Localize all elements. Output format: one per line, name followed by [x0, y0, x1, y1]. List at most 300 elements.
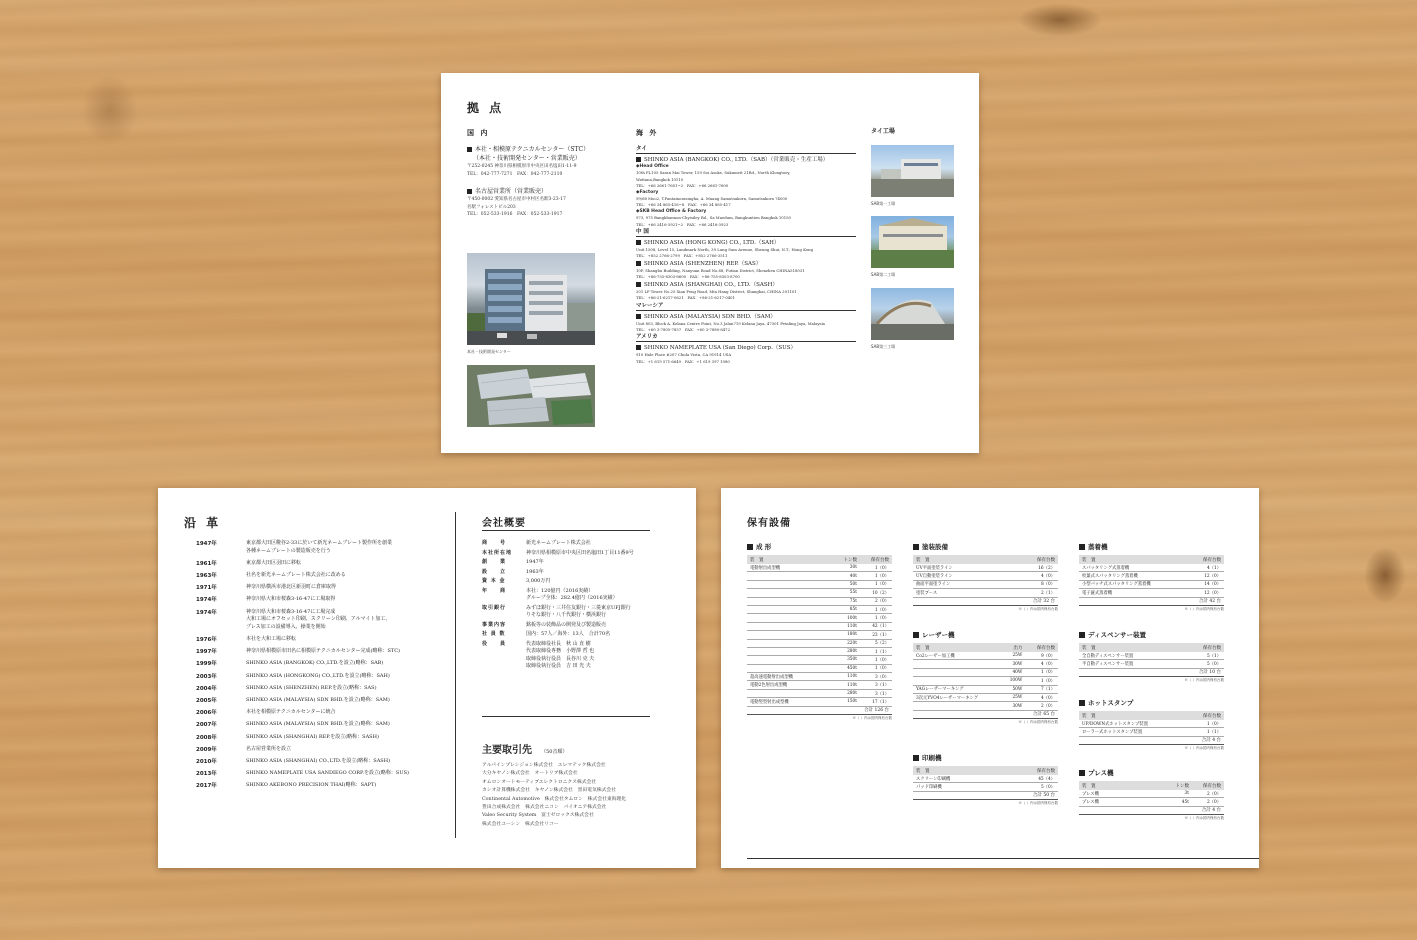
equipment-table-8 — [1079, 768, 1224, 821]
overseas-company-name — [636, 239, 856, 247]
equipment-table-title-label: ホットスタンプ — [1088, 699, 1134, 707]
history-year: 2017年 — [196, 783, 217, 790]
thai-heading: タイ工場 — [871, 128, 895, 135]
equipment-table-cell: 9（0） — [1025, 652, 1058, 660]
client-row: Valeo Security System 富士ゼロックス株式会社 — [482, 813, 594, 819]
equipment-table-header: 保有台数 — [1178, 555, 1224, 564]
equipment-table-cell: 2（0） — [1025, 702, 1058, 710]
bullet-square-icon — [636, 261, 641, 266]
equipment-table-header — [1166, 555, 1178, 564]
equipment-table-5 — [1079, 542, 1224, 612]
domestic-office-label: 本社・相模原テクニカルセンター（STC） — [475, 146, 590, 153]
equipment-table-total: 合計 126 台 — [747, 706, 892, 714]
history-year: 2008年 — [196, 734, 217, 741]
equipment-table-cell — [747, 597, 834, 605]
history-year: 2003年 — [196, 673, 217, 680]
history-row — [196, 685, 451, 693]
equipment-table-cell: UV自動塗装ライン — [913, 572, 1000, 580]
equipment-table-cell: 8（0） — [1012, 580, 1058, 588]
equipment-table-header: 装 置 — [913, 643, 1000, 652]
hq-building-photo — [467, 253, 595, 345]
equipment-table-header — [1166, 643, 1178, 652]
equipment-table-title-label: レーザー機 — [922, 631, 955, 639]
equipment-table-cell: 超高速電動射出成型機 — [747, 673, 834, 681]
equipment-table-row — [913, 783, 1058, 791]
equipment-table-cell — [747, 689, 834, 697]
equipment-table-cell: 110t — [834, 673, 860, 681]
equipment-table-cell: 1（1） — [1178, 728, 1224, 736]
sab-factory-1-caption: SAB第一工場 — [871, 201, 896, 206]
history-year: 1947年 — [196, 541, 217, 547]
overseas-company-line: 910 Hale Place #207 Chula Vista, CA 91914 USA — [636, 352, 732, 358]
equipment-table-header: 装 置 — [1079, 711, 1166, 720]
equipment-table-cell: 枚葉式スパッタリング蒸着機 — [1079, 572, 1166, 580]
history-year: 1997年 — [196, 649, 217, 656]
equipment-table-cell: 280t — [834, 689, 860, 697]
equipment-table-4 — [913, 753, 1058, 806]
history-year: 2010年 — [196, 758, 217, 765]
equipment-table-header: 保有台数 — [1178, 711, 1224, 720]
history-year: 1974年 — [196, 597, 217, 604]
equipment-table-cell — [747, 622, 834, 630]
equipment-table-title-label: 蒸着機 — [1088, 543, 1108, 551]
equipment-table-total-row — [747, 706, 892, 714]
equipment-table-title-label: 印刷機 — [922, 754, 942, 762]
equipment-table-6 — [1079, 630, 1224, 683]
equipment-table-note: ※（ ）内は国内保有台数 — [1184, 678, 1224, 683]
equipment-table-row — [747, 664, 892, 672]
equipment-table-cell: 4（0） — [1025, 660, 1058, 668]
company-value: 国内：57人／海外：13人 合計70名 — [526, 631, 611, 637]
equipment-table-cell — [747, 631, 834, 639]
equipment-table-header: 出力 — [1000, 643, 1025, 652]
equipment-table-cell: 電子銃式蒸着機 — [1079, 589, 1166, 597]
clients-title: 主要取引先 — [482, 745, 532, 756]
history-year: 1963年 — [196, 572, 217, 579]
equipment-table-cell — [747, 614, 834, 622]
history-desc: SHINKO ASIA (SHANGHAI) CO.,LTD.を設立(略称：SASH) — [246, 757, 391, 764]
equipment-table-row — [747, 673, 892, 681]
equipment-table-cell — [1166, 572, 1178, 580]
equipment-table-cell: Co2レーザー加工機 — [913, 652, 1000, 660]
sab-factory-3-photo — [871, 288, 954, 340]
equipment-table-cell: 5（0） — [1178, 660, 1224, 668]
overseas-company-line: TEL：+86-755-8303-8600 FAX：+86-755-8303-8700 — [636, 274, 740, 280]
overseas-company-line: 10F, Shangbu Building, Nanyuan Road No.68, Futian District, Shenzhen CHINA518031 — [636, 267, 805, 273]
client-row: 株式会社ユーシン 株式会社リコー — [482, 821, 559, 827]
history-company-page — [158, 488, 696, 868]
company-value: 1947年 — [526, 559, 544, 565]
clients-heading — [482, 738, 567, 757]
history-desc: 神奈川県横浜市港北区新羽町に倉庫取得 — [246, 584, 337, 591]
region-label: 中 国 — [636, 228, 856, 237]
equipment-table-cell — [747, 664, 834, 672]
history-row — [196, 709, 451, 717]
history-desc: SHINKO ASIA (SHENZHEN) REP.を設立(略称：SAS) — [246, 684, 377, 691]
equipment-table-cell: 100W — [1000, 677, 1025, 685]
equipment-table-cell: 1（0） — [860, 580, 892, 588]
history-year: 2007年 — [196, 722, 217, 729]
equipment-table-cell: 30W — [1000, 660, 1025, 668]
bullet-square-icon — [1079, 770, 1085, 776]
bases-page — [441, 73, 979, 453]
company-value: 代表取締役社長 秋 山 直 樹 代表取締役専務 小野澤 哲 也 取締役執行役員 長谷川 克 夫 取締役執行役員 吉 田 光 夫 — [526, 640, 595, 669]
domestic-heading: 国 内 — [467, 129, 490, 137]
equipment-table-cell: パッド印刷機 — [913, 783, 1000, 791]
overseas-company-line: Wattana,Bangkok 10110 — [636, 176, 684, 182]
overseas-company-line: Unit 803, Block A, Kelana Centre Point, No.3 Jalan719 Kelana Jaya, 47301 Petaling Jaya, Malaysia — [636, 320, 825, 326]
equipment-table-cell: 4（0） — [1025, 693, 1058, 701]
equipment-table-cell: 25W — [1000, 693, 1025, 701]
equipment-table-cell — [1166, 564, 1178, 572]
equipment-table-cell — [913, 702, 1000, 710]
bullet-square-icon — [1079, 544, 1085, 550]
company-title: 会社概要 — [482, 518, 526, 529]
overseas-company-name — [636, 281, 856, 289]
page-divider — [455, 512, 456, 838]
equipment-table-cell: 2（0） — [1192, 790, 1224, 798]
equipment-table-total: 合計 4 台 — [1079, 806, 1224, 814]
equipment-table-total: 合計 4 台 — [1079, 736, 1224, 744]
equipment-table-title-label: ディスペンサー装置 — [1088, 631, 1146, 639]
equipment-table-cell: 12（0） — [1178, 589, 1224, 597]
equipment-table-row — [747, 580, 892, 588]
equipment-table-cell: 5（1） — [1178, 652, 1224, 660]
company-value: 新光ネームプレート株式会社 — [526, 540, 591, 546]
equipment-table-header: 保有台数 — [1178, 643, 1224, 652]
equipment-table-cell: 塗装ブース — [913, 589, 1000, 597]
overseas-company-label: SHINKO ASIA (MALAYSIA) SDN BHD.（SAM） — [644, 313, 776, 320]
equipment-table-cell: 10（2） — [860, 589, 892, 597]
overseas-company-label: SHINKO ASIA (SHANGHAI) CO., LTD.（SASH） — [644, 281, 778, 288]
clients-list — [482, 762, 682, 829]
history-row — [196, 782, 451, 790]
equipment-table-row — [747, 689, 892, 697]
equipment-table-title — [913, 542, 1058, 551]
equipment-table-total: 合計 42 台 — [1079, 597, 1224, 605]
overseas-company-label: SHINKO NAMEPLATE USA (San Diego) Corp.（SUS） — [644, 345, 796, 352]
equipment-table-title — [913, 630, 1058, 639]
equipment-table-cell: 50W — [1000, 685, 1025, 693]
equipment-table-cell: 75t — [834, 597, 860, 605]
equipment-table-cell: ローラー式ホットスタンプ装置 — [1079, 728, 1166, 736]
domestic-office-name — [467, 187, 617, 196]
equipment-table-header: 装 置 — [1079, 643, 1166, 652]
equipment-table-row — [1079, 580, 1224, 588]
equipment-table-row — [913, 668, 1058, 676]
equipment-table-row — [913, 685, 1058, 693]
overseas-company-name — [636, 344, 856, 352]
equipment-table-cell — [747, 589, 834, 597]
equipment-table-cell: 1（0） — [860, 572, 892, 580]
equipment-table-header: 装 置 — [1079, 781, 1166, 790]
equipment-table-7 — [1079, 698, 1224, 751]
equipment-table-total: 合計 10 台 — [1079, 668, 1224, 676]
bullet-square-icon — [467, 189, 472, 194]
client-row: オムロンオートモーティブエレクトロニクス株式会社 — [482, 779, 597, 785]
equipment-table-row — [1079, 589, 1224, 597]
equipment-table-row — [747, 631, 892, 639]
equipment-table-cell: 42（1） — [860, 622, 892, 630]
overseas-list — [636, 145, 856, 365]
history-desc: 神奈川県大和市桜森3-16-47に工場取得 — [246, 596, 336, 603]
equipment-table-cell: 23（1） — [860, 631, 892, 639]
history-row — [196, 540, 451, 556]
equipment-table-header: 装 置 — [1079, 555, 1166, 564]
equipment-table-total-row — [1079, 668, 1224, 676]
overseas-company-line: Unit 1508, Level 15, Landmark North, 39 Lung Sum Avenue, Sheung Shui, N.T., Hong Kong — [636, 247, 814, 253]
overseas-company-line: ◆Factory — [636, 189, 659, 195]
overseas-company-name — [636, 260, 856, 268]
company-value: みずほ銀行・三井住友銀行・三菱東京UFJ銀行 りそな銀行・八千代銀行・横浜銀行 — [526, 604, 631, 618]
equipment-table-note: ※（ ）内は国内保有台数 — [1018, 606, 1058, 611]
bullet-square-icon — [636, 345, 641, 350]
equipment-table-grid — [747, 555, 892, 715]
history-row — [196, 660, 451, 668]
history-year: 2005年 — [196, 698, 217, 705]
company-value: 神奈川県相模原市中央区田名塩田1丁目11番9号 — [526, 549, 634, 556]
equipment-table-cell — [1166, 720, 1178, 728]
equipment-table-row — [747, 564, 892, 572]
overseas-company-label: SHINKO ASIA (BANGKOK) CO., LTD.（SAB）（営業販売・生産工場） — [644, 157, 829, 163]
equipment-table-cell — [913, 677, 1000, 685]
overseas-company-line: TEL：+66 34 865-416~8 FAX：+66 34 865-417 — [636, 202, 731, 208]
domestic-office-line: 〒252-0245 神奈川県相模原市中央区田名塩田1-11-9 — [467, 164, 577, 169]
equipment-table-cell: 1（0） — [860, 664, 892, 672]
equipment-table-row — [1079, 790, 1224, 798]
equipment-table-cell: スパッタリング式蒸着機 — [1079, 564, 1166, 572]
company-key: 社 員 数 — [482, 631, 506, 637]
equipment-table-row — [913, 702, 1058, 710]
equipment-table-note: ※（ ）内は国内保有台数 — [1184, 816, 1224, 821]
equipment-table-row — [747, 639, 892, 647]
equipment-table-cell: 45（4） — [1012, 775, 1058, 783]
history-desc: 社名を新光ネームプレート株式会社に改める — [246, 571, 346, 578]
equipment-table-cell: 3次元YVO4レーザーマーキング — [913, 693, 1000, 701]
company-row — [482, 631, 662, 639]
equipment-table-cell: 45t — [1166, 798, 1192, 806]
client-row: カシオ計算機株式会社 キヤノン株式会社 黒田電気株式会社 — [482, 788, 617, 794]
equipment-table-title — [1079, 630, 1224, 639]
equipment-table-cell: 220t — [834, 639, 860, 647]
equipment-table-cell: 350t — [834, 656, 860, 664]
equipment-table-cell: 25W — [1000, 652, 1025, 660]
hq-aerial-photo — [467, 365, 595, 427]
equipment-table-header: 保有台数 — [860, 555, 892, 564]
bullet-square-icon — [636, 240, 641, 245]
history-desc: 名古屋営業所を設立 — [246, 745, 292, 752]
equipment-table-row — [913, 677, 1058, 685]
equipment-table-row — [747, 614, 892, 622]
history-row — [196, 758, 451, 766]
bases-title: 拠 点 — [467, 101, 505, 115]
equipment-table-cell: 4（1） — [1178, 564, 1224, 572]
equipment-table-cell — [747, 647, 834, 655]
history-desc: SHINKO ASIA (HONGKONG) CO.,LTD.を設立(略称：SAH) — [246, 672, 390, 679]
overseas-company-line: 99/68 Moo2, T.Pantainorasingha, A. Muang Samutsakorn, Samutsakorn 74000 — [636, 196, 788, 202]
bullet-square-icon — [913, 632, 919, 638]
overseas-company-label: SHINKO ASIA (HONG KONG) CO., LTD.（SAH） — [644, 240, 780, 247]
history-year: 2006年 — [196, 710, 217, 717]
history-desc: 東京都大田区羽田に移転 — [246, 559, 302, 566]
overseas-company-line: TEL：+86-21-6217-0621 FAX：+86-21-6217-0401 — [636, 295, 736, 301]
equipment-table-total-row — [913, 597, 1058, 605]
equipment-table-cell: 30t — [834, 564, 860, 572]
equipment-table-cell — [913, 660, 1000, 668]
client-row: アルパインプレシジョン株式会社 エレマテック株式会社 — [482, 763, 606, 768]
history-year: 1971年 — [196, 585, 217, 592]
history-desc: 本社を相模原テクニカルセンターに統合 — [246, 709, 336, 716]
overseas-heading: 海 外 — [636, 129, 659, 137]
equipment-table-total-row — [1079, 736, 1224, 744]
company-row — [482, 559, 662, 567]
company-row — [482, 622, 662, 630]
equipment-table-header: トン数 — [1166, 781, 1192, 790]
overseas-company-line: 973, 975 Bangkhunnon-Chyisiley Rd., Sa Maedum, Bangkuntien Bangkok 10150 — [636, 215, 791, 221]
equipment-table-row — [1079, 660, 1224, 668]
history-row — [196, 721, 451, 729]
equipment-table-title-label: プレス機 — [1088, 769, 1114, 777]
history-row — [196, 609, 451, 632]
equipment-table-cell: 1（0） — [1178, 720, 1224, 728]
history-desc: SHINKO ASIA (BANGKOK) CO.,LTD.を設立(略称：SAB) — [246, 660, 384, 667]
company-value: 1963年 — [526, 568, 544, 575]
equipment-table-title-label: 塗装設備 — [922, 543, 948, 551]
equipment-table-cell: 40W — [1000, 668, 1025, 676]
equipment-table-row — [747, 656, 892, 664]
equipment-table-cell: 100t — [834, 614, 860, 622]
equipment-table-cell: 2（1） — [1012, 589, 1058, 597]
equipment-table-title — [913, 753, 1058, 762]
equipment-table-cell: 14（0） — [1178, 580, 1224, 588]
equipment-table-cell — [1000, 572, 1012, 580]
domestic-office-label: 名古屋営業所（営業販売） — [475, 188, 548, 195]
equipment-table-cell: 4（0） — [1012, 572, 1058, 580]
company-value: 3,000万円 — [526, 578, 551, 584]
equipment-table-cell: 半自動ディスペンサー装置 — [1079, 660, 1166, 668]
history-row — [196, 697, 451, 705]
bullet-square-icon — [1079, 700, 1085, 706]
sab-factory-2-photo — [871, 216, 954, 268]
bullet-square-icon — [1079, 632, 1085, 638]
company-key: 資 本 金 — [482, 578, 506, 584]
equipment-page — [721, 488, 1259, 868]
equipment-table-header — [1166, 711, 1178, 720]
company-key: 創 業 — [482, 559, 507, 565]
equipment-table-cell — [1166, 728, 1178, 736]
history-row — [196, 596, 451, 604]
equipment-table-cell: 小型バッチ式スパッタリング蒸着機 — [1079, 580, 1166, 588]
history-year: 1961年 — [196, 560, 217, 567]
history-desc: SHINKO AKEBONO PRECISION THAI(略称：SAPT) — [246, 782, 377, 789]
equipment-table-header: 保有台数 — [1012, 555, 1058, 564]
equipment-table-header: トン数 — [834, 555, 860, 564]
company-key: 商 号 — [482, 540, 507, 546]
history-desc: SHINKO ASIA (MALAYSIA) SDN BHD.を設立(略称：SAM) — [246, 721, 390, 728]
equipment-table-cell — [747, 580, 834, 588]
equipment-table-cell — [1000, 783, 1012, 791]
equipment-table-header: 装 置 — [913, 766, 1000, 775]
equipment-table-title-label: 成 形 — [756, 543, 772, 551]
history-desc: 神奈川県相模原市田名に相模原テクニカルセンター完成(略称：STC) — [246, 648, 400, 655]
equipment-table-cell: 16（2） — [1012, 564, 1058, 572]
history-row — [196, 746, 451, 754]
overseas-company-line: ◆SKB Head Office & Factory — [636, 208, 707, 214]
history-row — [196, 636, 451, 644]
history-row — [196, 734, 451, 742]
equipment-table-cell: 40t — [834, 572, 860, 580]
equipment-table-cell — [1000, 564, 1012, 572]
equipment-table-row — [913, 652, 1058, 660]
history-title: 沿 革 — [184, 516, 222, 530]
history-desc: SHINKO ASIA (MALAYSIA) SDN BHD.を設立(略称：SAM) — [246, 697, 390, 704]
equipment-table-total: 合計 65 台 — [913, 710, 1058, 718]
equipment-table-row — [1079, 564, 1224, 572]
equipment-table-cell — [1166, 652, 1178, 660]
domestic-list — [467, 145, 617, 219]
equipment-table-row — [1079, 652, 1224, 660]
company-row — [482, 588, 662, 603]
equipment-table-cell: 曲面平面塗ライン — [913, 580, 1000, 588]
equipment-table-header — [1000, 766, 1012, 775]
history-year: 1976年 — [196, 637, 217, 644]
equipment-table-cell: 3t — [1166, 790, 1192, 798]
equipment-table-cell: 3（0） — [860, 673, 892, 681]
equipment-table-row — [747, 647, 892, 655]
equipment-table-note: ※（ ）内は国内保有台数 — [1184, 746, 1224, 751]
bullet-square-icon — [747, 544, 753, 550]
history-row — [196, 673, 451, 681]
company-value: 本社：120億円（2016実績） グループ全体：282.4億円（2016実績） — [526, 587, 618, 601]
equipment-table-total-row — [1079, 806, 1224, 814]
equipment-table-cell: 1（0） — [860, 614, 892, 622]
equipment-table-cell: 5（0） — [1012, 783, 1058, 791]
equipment-bottom-rule — [747, 858, 1259, 859]
equipment-title: 保有設備 — [747, 518, 791, 529]
company-row — [482, 540, 662, 548]
equipment-table-grid — [1079, 711, 1224, 745]
equipment-table-cell: プレス機 — [1079, 790, 1166, 798]
history-list — [196, 540, 451, 795]
equipment-table-row — [913, 693, 1058, 701]
equipment-table-cell: 55t — [834, 589, 860, 597]
company-row — [482, 578, 662, 586]
equipment-table-cell: 1（0） — [1025, 677, 1058, 685]
equipment-table-cell: 3（1） — [860, 689, 892, 697]
equipment-table-cell: 1（0） — [860, 656, 892, 664]
equipment-table-cell: 85t — [834, 605, 860, 613]
equipment-table-2 — [913, 542, 1058, 612]
overseas-company-line: 201 LP Tower No.25 Xian Feng Road, Min Hang District, Shanghai, CHINA 201101 — [636, 288, 797, 294]
company-row — [482, 641, 662, 671]
company-list — [482, 540, 662, 673]
equipment-table-cell — [913, 668, 1000, 676]
equipment-table-header: 保有台数 — [1012, 766, 1058, 775]
client-row: 豊田合成株式会社 株式会社ニコン パイオニア株式会社 — [482, 805, 607, 811]
equipment-table-cell: プレス機 — [1079, 798, 1166, 806]
history-year: 2009年 — [196, 746, 217, 753]
equipment-table-row — [1079, 798, 1224, 806]
equipment-table-header: 装 置 — [747, 555, 834, 564]
equipment-table-cell: 7（1） — [1025, 685, 1058, 693]
domestic-office-name — [467, 145, 617, 154]
equipment-table-cell — [747, 572, 834, 580]
history-row — [196, 770, 451, 778]
region-label: タイ — [636, 145, 856, 154]
equipment-table-grid — [913, 555, 1058, 606]
bullet-square-icon — [636, 157, 641, 162]
equipment-table-total-row — [1079, 597, 1224, 605]
